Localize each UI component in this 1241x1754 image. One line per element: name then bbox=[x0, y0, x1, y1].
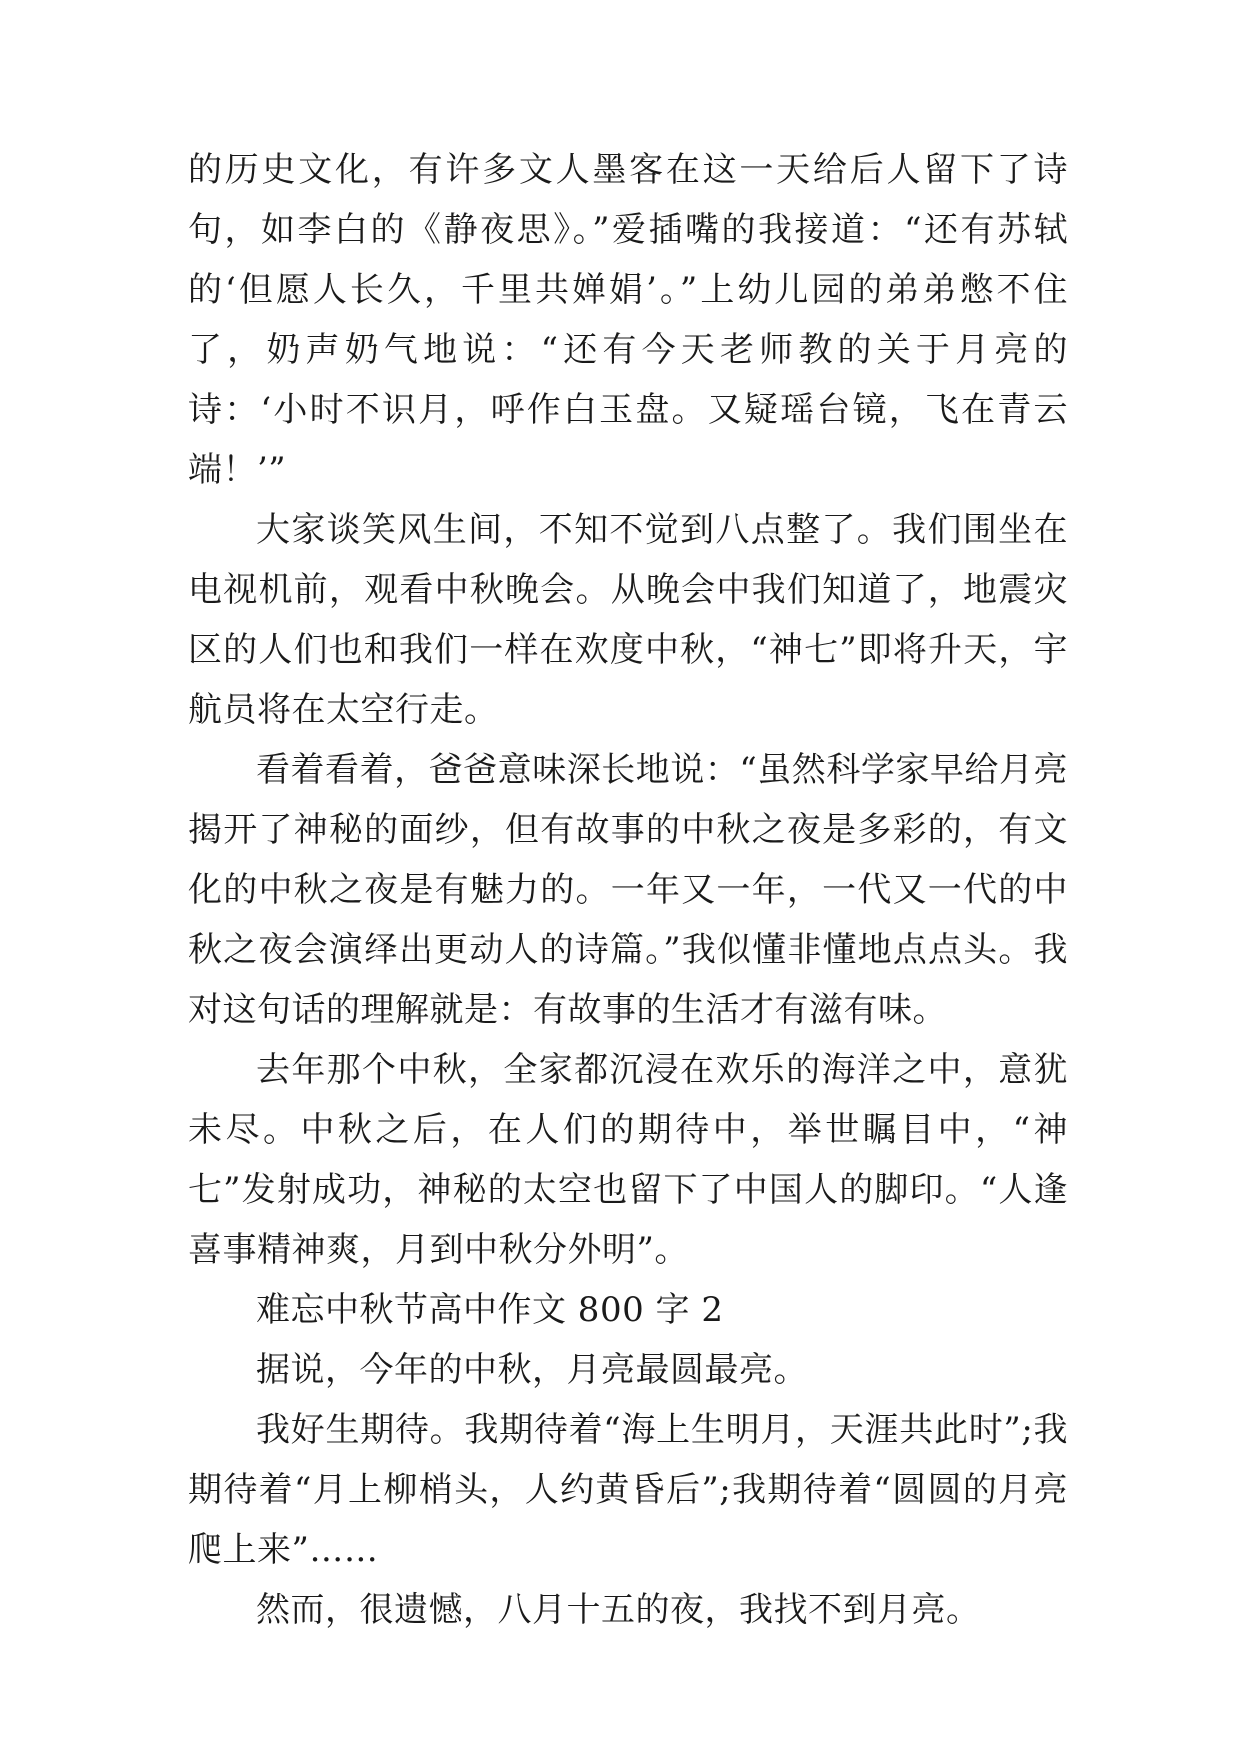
paragraph-4: 去年那个中秋，全家都沉浸在欢乐的海洋之中，意犹未尽。中秋之后，在人们的期待中，举世瞩目中，“神七”发射成功，神秘的太空也留下了中国人的脚印。“人逢喜事精神爽，月到中秋分外明”。 bbox=[188, 1050, 1068, 1270]
paragraph-3: 看着看着，爸爸意味深长地说：“虽然科学家早给月亮揭开了神秘的面纱，但有故事的中秋之夜是多彩的，有文化的中秋之夜是有魅力的。一年又一年，一代又一代的中秋之夜会演绎出更动人的诗篇。”我似懂非懂地点点头。我对这句话的理解就是：有故事的生活才有滋有味。 bbox=[188, 750, 1068, 1030]
paragraph-6: 我好生期待。我期待着“海上生明月，天涯共此时”;我期待着“月上柳梢头，人约黄昏后”;我期待着“圆圆的月亮爬上来”…… bbox=[188, 1410, 1068, 1570]
paragraph-7: 然而，很遗憾，八月十五的夜，我找不到月亮。 bbox=[256, 1590, 981, 1630]
paragraph-2: 大家谈笑风生间，不知不觉到八点整了。我们围坐在电视机前，观看中秋晚会。从晚会中我们知道了，地震灾区的人们也和我们一样在欢度中秋，“神七”即将升天，宇航员将在太空行走。 bbox=[188, 510, 1068, 730]
essay-title: 难忘中秋节高中作文 800 字 2 bbox=[256, 1290, 724, 1330]
document-page bbox=[188, 140, 1068, 1640]
paragraph-5: 据说，今年的中秋，月亮最圆最亮。 bbox=[256, 1350, 808, 1390]
paragraph-1: 的历史文化，有许多文人墨客在这一天给后人留下了诗句，如李白的《静夜思》。”爱插嘴的我接道：“还有苏轼的‘但愿人长久，千里共婵娟’。”上幼儿园的弟弟憋不住了，奶声奶气地说：“还有今天老师教的关于月亮的诗：‘小时不识月，呼作白玉盘。又疑瑶台镜，飞在青云端！’” bbox=[188, 150, 1068, 490]
